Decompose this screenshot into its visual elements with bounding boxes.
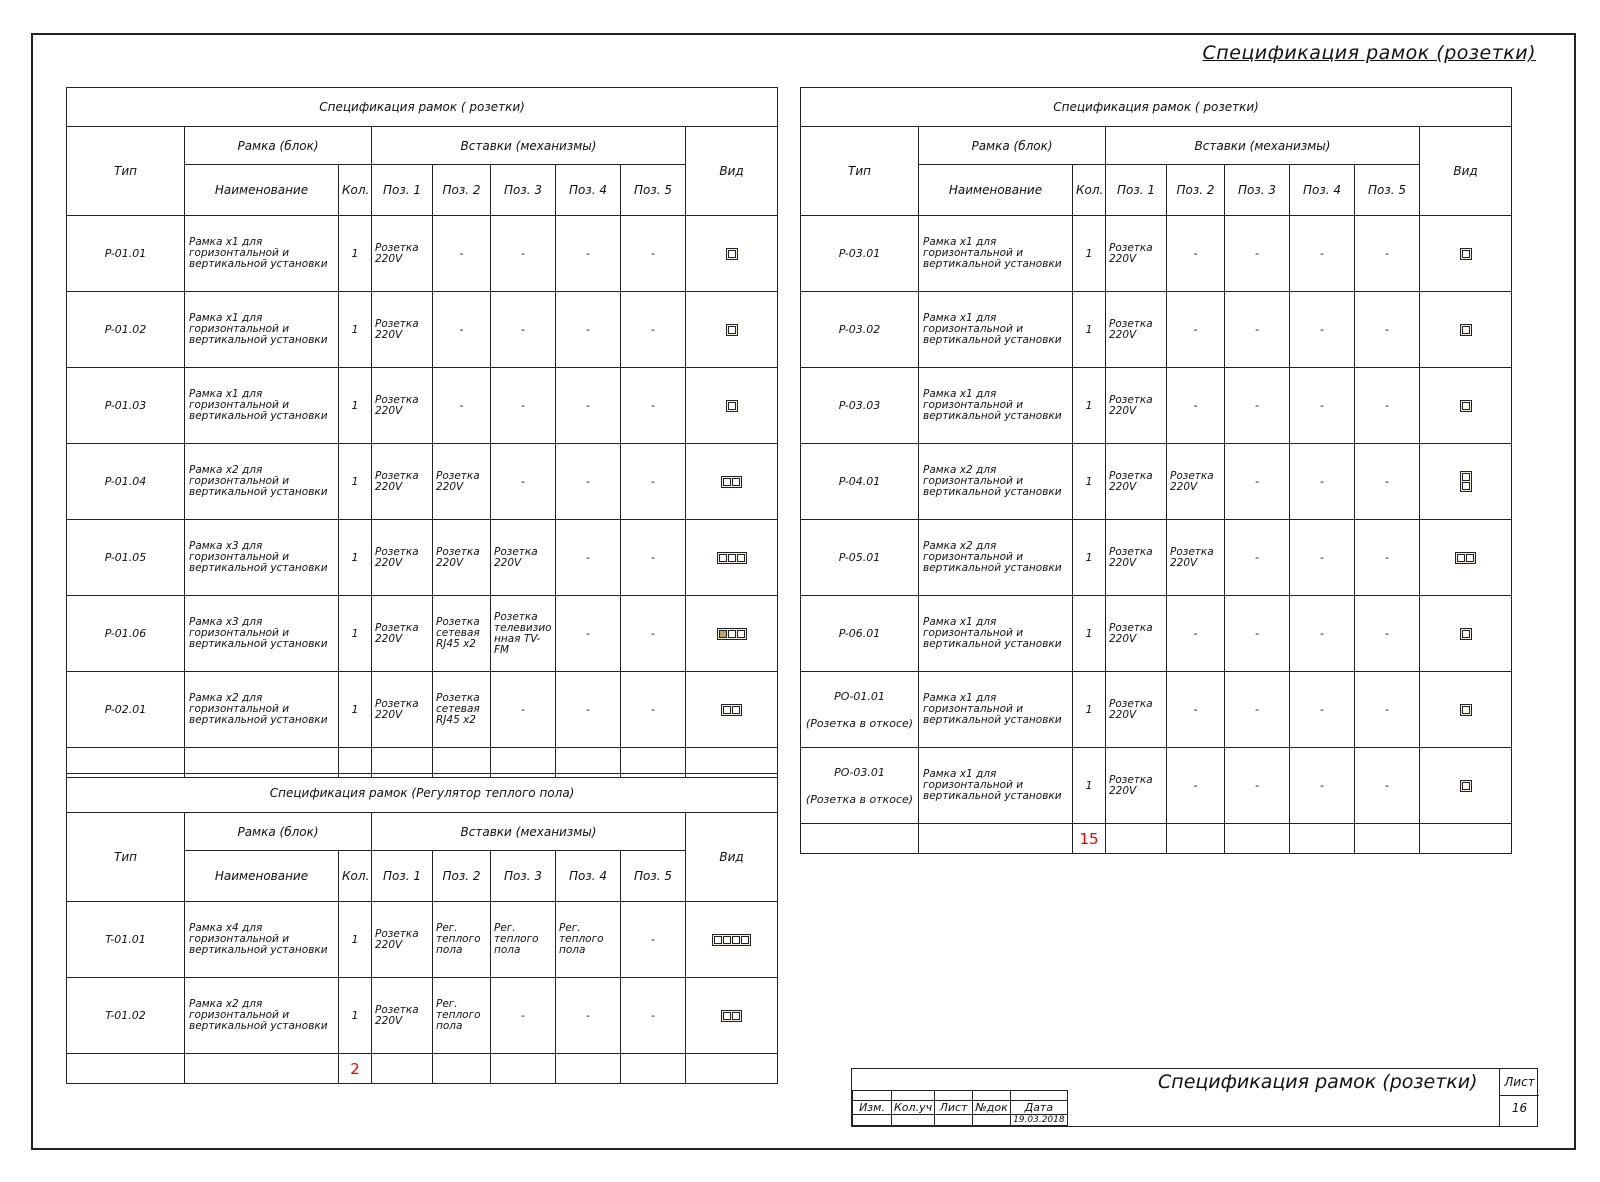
row-qty: 1 (339, 368, 372, 444)
row-view (686, 902, 778, 978)
row-qty: 1 (1073, 520, 1106, 596)
frame-view-icon (1460, 400, 1472, 412)
table-row (67, 368, 778, 444)
row-qty: 1 (339, 520, 372, 596)
row-insert-pos: - (556, 444, 621, 520)
frame-view-icon (726, 248, 738, 260)
stamp-sheet-box (1499, 1069, 1539, 1126)
row-insert-pos: - (1355, 596, 1420, 672)
row-frame-name: Рамка x1 для горизонтальной и вертикальной установки (919, 748, 1073, 824)
row-type: P-01.04 (104, 475, 147, 488)
row-type-note: (Розетка в откосе) (805, 716, 914, 730)
frame-view-icon (721, 1010, 742, 1022)
row-insert-pos: Розетка 220V (1106, 292, 1167, 368)
row-type: P-03.01 (838, 247, 881, 260)
row-view (1420, 748, 1512, 824)
frame-view-icon (721, 476, 742, 488)
row-insert-pos: - (433, 368, 491, 444)
row-frame-name: Рамка x1 для горизонтальной и вертикальной установки (919, 672, 1073, 748)
col-header-pos: Поз. 5 (621, 851, 686, 902)
col-header-name: Наименование (185, 165, 339, 216)
row-type-cell (801, 748, 919, 824)
spec-table-sockets-left (66, 87, 778, 778)
row-frame-name: Рамка x1 для горизонтальной и вертикальной установки (919, 368, 1073, 444)
row-qty: 1 (339, 216, 372, 292)
row-frame-name: Рамка x3 для горизонтальной и вертикальной установки (185, 596, 339, 672)
col-header-frame: Рамка (блок) (185, 127, 372, 165)
row-type: P-04.01 (838, 475, 881, 488)
stamp-sheet-label: Лист (1500, 1069, 1539, 1096)
row-type-cell (67, 368, 185, 444)
row-qty: 1 (1073, 216, 1106, 292)
frame-view-icon (1460, 780, 1472, 792)
row-frame-name: Рамка x2 для горизонтальной и вертикальной установки (185, 444, 339, 520)
col-header-pos: Поз. 2 (1167, 165, 1225, 216)
col-header-qty: Кол. (1073, 165, 1106, 216)
row-view (686, 672, 778, 748)
frame-view-icon (721, 704, 742, 716)
row-insert-pos: Розетка 220V (1167, 520, 1225, 596)
row-insert-pos: - (1225, 748, 1290, 824)
col-header-type: Тип (801, 127, 919, 216)
spec-table-sockets-right (800, 87, 1512, 854)
row-insert-pos: - (1290, 368, 1355, 444)
frame-view-icon (717, 552, 747, 564)
col-header-view: Вид (686, 813, 778, 902)
table-row (801, 520, 1512, 596)
row-insert-pos: Розетка 220V (1106, 368, 1167, 444)
col-header-qty: Кол. (339, 851, 372, 902)
frame-view-icon (1460, 248, 1472, 260)
row-insert-pos: - (621, 978, 686, 1054)
row-type: T-01.01 (105, 933, 146, 946)
table-total-row (801, 824, 1512, 854)
row-frame-name: Рамка x1 для горизонтальной и вертикальной установки (919, 292, 1073, 368)
row-insert-pos: - (1290, 292, 1355, 368)
col-header-pos: Поз. 4 (556, 851, 621, 902)
row-qty: 1 (339, 902, 372, 978)
row-qty: 1 (1073, 672, 1106, 748)
stamp-col-sheet: Лист (935, 1101, 973, 1115)
row-insert-pos: - (1355, 444, 1420, 520)
frame-view-icon (1460, 628, 1472, 640)
stamp-col-date: Дата (1011, 1101, 1068, 1115)
col-header-qty: Кол. (339, 165, 372, 216)
row-insert-pos: - (556, 216, 621, 292)
row-type-cell (67, 978, 185, 1054)
row-insert-pos: - (556, 368, 621, 444)
total-qty: 15 (1073, 824, 1106, 854)
row-frame-name: Рамка x2 для горизонтальной и вертикальной установки (919, 520, 1073, 596)
row-insert-pos: - (1355, 216, 1420, 292)
row-insert-pos: - (491, 216, 556, 292)
row-insert-pos: - (1355, 672, 1420, 748)
stamp-date-value: 19.03.2018 (1011, 1115, 1068, 1126)
row-insert-pos: - (621, 520, 686, 596)
row-qty: 1 (339, 978, 372, 1054)
frame-view-icon (726, 324, 738, 336)
table-row (67, 978, 778, 1054)
col-header-pos: Поз. 4 (556, 165, 621, 216)
row-qty: 1 (1073, 748, 1106, 824)
row-insert-pos: Розетка 220V (1106, 596, 1167, 672)
row-insert-pos: - (621, 216, 686, 292)
col-header-pos: Поз. 2 (433, 165, 491, 216)
row-insert-pos: Розетка 220V (372, 520, 433, 596)
row-insert-pos: Розетка 220V (1106, 672, 1167, 748)
row-qty: 1 (339, 596, 372, 672)
row-insert-pos: Розетка 220V (433, 520, 491, 596)
row-type-note: (Розетка в откосе) (805, 792, 914, 806)
col-header-type: Тип (67, 127, 185, 216)
row-view (686, 520, 778, 596)
table-caption: Спецификация рамок (Регулятор теплого пола) (67, 774, 778, 813)
table-total-row (67, 1054, 778, 1084)
row-insert-pos: - (491, 292, 556, 368)
row-insert-pos: - (1225, 216, 1290, 292)
row-type-cell (801, 444, 919, 520)
frame-view-icon (717, 628, 747, 640)
row-frame-name: Рамка x1 для горизонтальной и вертикальной установки (919, 216, 1073, 292)
row-insert-pos: - (621, 368, 686, 444)
row-frame-name: Рамка x2 для горизонтальной и вертикальной установки (185, 672, 339, 748)
row-insert-pos: - (556, 672, 621, 748)
row-insert-pos: Розетка сетевая RJ45 x2 (433, 672, 491, 748)
row-insert-pos: - (491, 444, 556, 520)
row-insert-pos: - (1290, 520, 1355, 596)
sheet-title: Спецификация рамок (розетки) (1202, 42, 1536, 64)
row-view (686, 596, 778, 672)
row-type-cell (67, 902, 185, 978)
stamp-col-doc: №док (973, 1101, 1011, 1115)
row-insert-pos: Розетка 220V (372, 216, 433, 292)
stamp-sheet-number: 16 (1511, 1101, 1528, 1115)
row-insert-pos: - (556, 978, 621, 1054)
frame-view-icon (1455, 552, 1476, 564)
row-insert-pos: Розетка 220V (433, 444, 491, 520)
table-row (801, 368, 1512, 444)
row-type: PO-01.01 (834, 689, 885, 703)
row-type-cell (67, 520, 185, 596)
table-row (67, 902, 778, 978)
col-header-pos: Поз. 1 (372, 851, 433, 902)
col-header-frame: Рамка (блок) (919, 127, 1106, 165)
row-type: P-05.01 (838, 551, 881, 564)
row-insert-pos: Розетка 220V (1106, 748, 1167, 824)
frame-view-icon (726, 400, 738, 412)
row-qty: 1 (1073, 444, 1106, 520)
row-type-cell (801, 292, 919, 368)
table-row (801, 748, 1512, 824)
row-insert-pos: - (1225, 368, 1290, 444)
row-view (1420, 520, 1512, 596)
table-row (801, 216, 1512, 292)
col-header-pos: Поз. 4 (1290, 165, 1355, 216)
row-insert-pos: - (1355, 520, 1420, 596)
row-insert-pos: - (1225, 596, 1290, 672)
row-view (1420, 672, 1512, 748)
row-view (686, 368, 778, 444)
row-insert-pos: - (621, 672, 686, 748)
row-qty: 1 (339, 292, 372, 368)
col-header-inserts: Вставки (механизмы) (372, 127, 686, 165)
row-frame-name: Рамка x2 для горизонтальной и вертикальной установки (185, 978, 339, 1054)
row-insert-pos: Розетка сетевая RJ45 x2 (433, 596, 491, 672)
table-row (67, 596, 778, 672)
row-type: T-01.02 (105, 1009, 146, 1022)
row-type-cell (67, 596, 185, 672)
row-insert-pos: - (1290, 748, 1355, 824)
row-view (1420, 444, 1512, 520)
row-insert-pos: - (491, 672, 556, 748)
row-type-cell (67, 292, 185, 368)
row-insert-pos: - (1167, 596, 1225, 672)
row-insert-pos: - (1225, 520, 1290, 596)
row-type-cell (801, 672, 919, 748)
frame-view-icon (1460, 324, 1472, 336)
row-type: PO-03.01 (834, 765, 885, 779)
row-insert-pos: Розетка 220V (1106, 520, 1167, 596)
stamp-title: Спецификация рамок (розетки) (1158, 1071, 1478, 1093)
row-type: P-01.03 (104, 399, 147, 412)
col-header-pos: Поз. 5 (1355, 165, 1420, 216)
row-frame-name: Рамка x4 для горизонтальной и вертикальной установки (185, 902, 339, 978)
row-insert-pos: Рег. теплого пола (433, 902, 491, 978)
frame-view-icon (1460, 704, 1472, 716)
total-qty: 2 (339, 1054, 372, 1084)
row-type-cell (801, 520, 919, 596)
table-row (801, 292, 1512, 368)
row-insert-pos: Розетка 220V (372, 978, 433, 1054)
row-qty: 1 (339, 444, 372, 520)
table-row (801, 596, 1512, 672)
row-insert-pos: Розетка 220V (372, 902, 433, 978)
row-insert-pos: Розетка 220V (372, 596, 433, 672)
row-insert-pos: - (1355, 368, 1420, 444)
row-insert-pos: - (621, 596, 686, 672)
row-insert-pos: - (621, 444, 686, 520)
row-type-cell (67, 672, 185, 748)
row-qty: 1 (1073, 596, 1106, 672)
row-type: P-06.01 (838, 627, 881, 640)
row-frame-name: Рамка x1 для горизонтальной и вертикальной установки (919, 596, 1073, 672)
row-qty: 1 (339, 672, 372, 748)
table-caption: Спецификация рамок ( розетки) (801, 88, 1512, 127)
row-insert-pos: - (1167, 672, 1225, 748)
row-qty: 1 (1073, 368, 1106, 444)
col-header-name: Наименование (919, 165, 1073, 216)
row-view (686, 444, 778, 520)
row-insert-pos: Рег. теплого пола (491, 902, 556, 978)
row-insert-pos: - (491, 368, 556, 444)
table-row (801, 444, 1512, 520)
row-type: P-03.02 (838, 323, 881, 336)
row-insert-pos: - (1167, 368, 1225, 444)
row-type: P-01.02 (104, 323, 147, 336)
row-type-cell (801, 368, 919, 444)
row-insert-pos: - (556, 596, 621, 672)
row-type-cell (801, 216, 919, 292)
row-insert-pos: Розетка 220V (491, 520, 556, 596)
row-type-cell (67, 216, 185, 292)
row-type: P-03.03 (838, 399, 881, 412)
row-frame-name: Рамка x3 для горизонтальной и вертикальной установки (185, 520, 339, 596)
row-frame-name: Рамка x1 для горизонтальной и вертикальной установки (185, 216, 339, 292)
row-insert-pos: - (621, 292, 686, 368)
col-header-frame: Рамка (блок) (185, 813, 372, 851)
row-view (1420, 596, 1512, 672)
row-insert-pos: Розетка 220V (372, 444, 433, 520)
row-insert-pos: Розетка 220V (1167, 444, 1225, 520)
col-header-pos: Поз. 3 (491, 165, 556, 216)
row-insert-pos: Розетка 220V (372, 292, 433, 368)
row-view (1420, 368, 1512, 444)
col-header-inserts: Вставки (механизмы) (1106, 127, 1420, 165)
row-insert-pos: - (1290, 216, 1355, 292)
row-insert-pos: Розетка 220V (372, 368, 433, 444)
row-insert-pos: - (556, 292, 621, 368)
row-frame-name: Рамка x2 для горизонтальной и вертикальной установки (919, 444, 1073, 520)
row-qty: 1 (1073, 292, 1106, 368)
row-insert-pos: - (1290, 596, 1355, 672)
table-row (67, 444, 778, 520)
row-insert-pos: Розетка 220V (372, 672, 433, 748)
table-caption: Спецификация рамок ( розетки) (67, 88, 778, 127)
row-insert-pos: - (1290, 444, 1355, 520)
row-insert-pos: - (433, 292, 491, 368)
row-type-cell (67, 444, 185, 520)
row-insert-pos: Рег. теплого пола (556, 902, 621, 978)
col-header-pos: Поз. 3 (491, 851, 556, 902)
row-insert-pos: - (1167, 292, 1225, 368)
col-header-inserts: Вставки (механизмы) (372, 813, 686, 851)
row-type: P-01.01 (104, 247, 147, 260)
row-insert-pos: - (1225, 292, 1290, 368)
row-view (1420, 292, 1512, 368)
row-insert-pos: - (1355, 748, 1420, 824)
col-header-view: Вид (1420, 127, 1512, 216)
row-insert-pos: - (1225, 444, 1290, 520)
row-insert-pos: Розетка 220V (1106, 216, 1167, 292)
title-block-stamp (851, 1068, 1538, 1127)
row-insert-pos: - (621, 902, 686, 978)
col-header-pos: Поз. 2 (433, 851, 491, 902)
row-insert-pos: - (1167, 748, 1225, 824)
stamp-col-change: Изм. (853, 1101, 892, 1115)
table-row (801, 672, 1512, 748)
row-insert-pos: Розетка 220V (1106, 444, 1167, 520)
stamp-col-count: Кол.уч (892, 1101, 935, 1115)
row-view (686, 292, 778, 368)
table-row (67, 672, 778, 748)
row-type-cell (801, 596, 919, 672)
row-frame-name: Рамка x1 для горизонтальной и вертикальной установки (185, 368, 339, 444)
row-insert-pos: Розетка телевизио нная TV-FM (491, 596, 556, 672)
row-insert-pos: - (1225, 672, 1290, 748)
col-header-name: Наименование (185, 851, 339, 902)
col-header-view: Вид (686, 127, 778, 216)
row-view (686, 978, 778, 1054)
col-header-pos: Поз. 1 (372, 165, 433, 216)
col-header-pos: Поз. 3 (1225, 165, 1290, 216)
spec-table-floor-heating (66, 773, 778, 1084)
row-insert-pos: - (1355, 292, 1420, 368)
row-insert-pos: - (556, 520, 621, 596)
row-insert-pos: - (433, 216, 491, 292)
frame-view-icon (1460, 471, 1472, 492)
row-view (686, 216, 778, 292)
row-view (1420, 216, 1512, 292)
row-insert-pos: - (1167, 216, 1225, 292)
col-header-pos: Поз. 5 (621, 165, 686, 216)
col-header-pos: Поз. 1 (1106, 165, 1167, 216)
table-row (67, 216, 778, 292)
row-type: P-01.05 (104, 551, 147, 564)
table-row (67, 520, 778, 596)
col-header-type: Тип (67, 813, 185, 902)
row-insert-pos: - (491, 978, 556, 1054)
row-frame-name: Рамка x1 для горизонтальной и вертикальной установки (185, 292, 339, 368)
row-type: P-02.01 (104, 703, 147, 716)
row-insert-pos: - (1290, 672, 1355, 748)
stamp-revision-grid (852, 1090, 1068, 1126)
row-insert-pos: Рег. теплого пола (433, 978, 491, 1054)
row-type: P-01.06 (104, 627, 147, 640)
table-row (67, 292, 778, 368)
frame-view-icon (712, 934, 751, 946)
